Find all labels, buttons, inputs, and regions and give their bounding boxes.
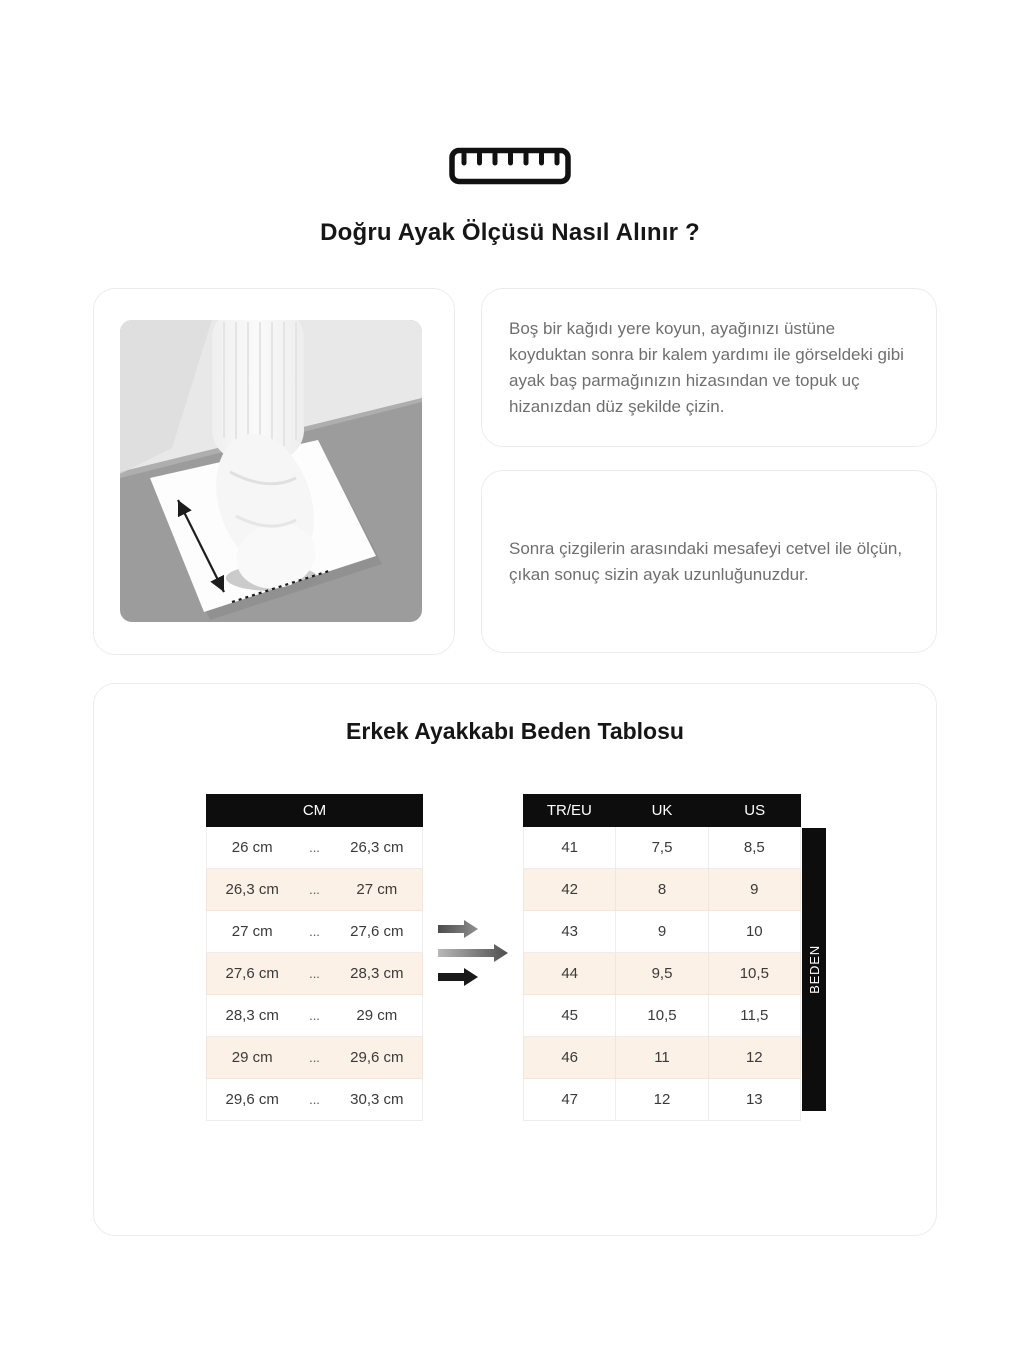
cm-row [206, 827, 423, 869]
instruction-step2-text: Sonra çizgilerin arasındaki mesafeyi cetvel ile ölçün, çıkan sonuç sizin ayak uzunluğunuzdur. [509, 538, 903, 584]
cm-sep: ... [309, 1092, 320, 1107]
cm-min: 27,6 cm [225, 965, 279, 982]
eu-cell: 9,5 [616, 953, 708, 995]
cm-row [206, 911, 423, 953]
eu-size-table [523, 794, 801, 1121]
eu-cell: 42 [523, 869, 616, 911]
cm-max: 27,6 cm [350, 923, 404, 940]
eu-cell: 12 [709, 1037, 801, 1079]
eu-cell: 46 [523, 1037, 616, 1079]
cm-max: 29 cm [356, 1007, 398, 1024]
cm-table-rows [206, 827, 423, 1121]
cm-sep: ... [309, 840, 320, 855]
cm-row [206, 1037, 423, 1079]
eu-cell: 11 [616, 1037, 708, 1079]
cm-table-header: CM [206, 794, 423, 827]
cm-row [206, 869, 423, 911]
eu-cell: 11,5 [709, 995, 801, 1037]
eu-row [523, 911, 801, 953]
eu-cell: 9 [616, 911, 708, 953]
beden-side-label-bar [802, 828, 826, 1111]
cm-min: 26 cm [231, 839, 273, 856]
cm-sep: ... [309, 1008, 320, 1023]
eu-row [523, 1037, 801, 1079]
instruction-card-step1 [481, 288, 937, 447]
eu-cell: 41 [523, 827, 616, 869]
cm-sep: ... [309, 924, 320, 939]
eu-row [523, 953, 801, 995]
cm-min: 29,6 cm [225, 1091, 279, 1108]
eu-cell: 10,5 [709, 953, 801, 995]
cm-min: 28,3 cm [225, 1007, 279, 1024]
eu-row [523, 995, 801, 1037]
eu-cell: 13 [709, 1079, 801, 1121]
page-title: Doğru Ayak Ölçüsü Nasıl Alınır ? [320, 219, 700, 246]
size-table-card [93, 683, 937, 1236]
eu-cell: 12 [616, 1079, 708, 1121]
size-table-title: Erkek Ayakkabı Beden Tablosu [346, 718, 684, 744]
eu-header-uk: UK [651, 802, 673, 819]
eu-row [523, 869, 801, 911]
foot-measurement-photo [120, 320, 422, 622]
beden-side-label: BEDEN [806, 945, 822, 994]
eu-cell: 7,5 [616, 827, 708, 869]
eu-cell: 8,5 [709, 827, 801, 869]
cm-sep: ... [309, 966, 320, 981]
cm-row [206, 995, 423, 1037]
cm-row [206, 1079, 423, 1121]
eu-cell: 43 [523, 911, 616, 953]
eu-cell: 10 [709, 911, 801, 953]
cm-row [206, 953, 423, 995]
eu-row [523, 1079, 801, 1121]
cm-max: 28,3 cm [350, 965, 404, 982]
cm-table [206, 794, 423, 1121]
cm-max: 30,3 cm [350, 1091, 404, 1108]
eu-cell: 10,5 [616, 995, 708, 1037]
instruction-step1-text: Boş bir kağıdı yere koyun, ayağınızı üstüne koyduktan sonra bir kalem yardımı ile görseldeki gibi ayak baş parmağınızın hizasından ve topuk uç hizanızdan düz şekilde çizin. [509, 318, 904, 416]
ruler-icon [448, 146, 572, 191]
eu-table-header [523, 794, 801, 827]
size-conversion-arrows-icon [436, 917, 510, 989]
eu-header-treu: TR/EU [546, 802, 592, 819]
cm-min: 27 cm [231, 923, 273, 940]
eu-header-us: US [744, 802, 766, 819]
eu-cell: 47 [523, 1079, 616, 1121]
cm-max: 29,6 cm [350, 1049, 404, 1066]
cm-max: 26,3 cm [350, 839, 404, 856]
cm-max: 27 cm [356, 881, 398, 898]
cm-sep: ... [309, 882, 320, 897]
eu-cell: 9 [709, 869, 801, 911]
eu-cell: 44 [523, 953, 616, 995]
eu-cell: 8 [616, 869, 708, 911]
cm-min: 26,3 cm [225, 881, 279, 898]
cm-min: 29 cm [231, 1049, 273, 1066]
eu-table-rows [523, 827, 801, 1121]
eu-row [523, 827, 801, 869]
cm-sep: ... [309, 1050, 320, 1065]
instruction-card-step2 [481, 470, 937, 653]
foot-measurement-card [93, 288, 455, 655]
eu-cell: 45 [523, 995, 616, 1037]
